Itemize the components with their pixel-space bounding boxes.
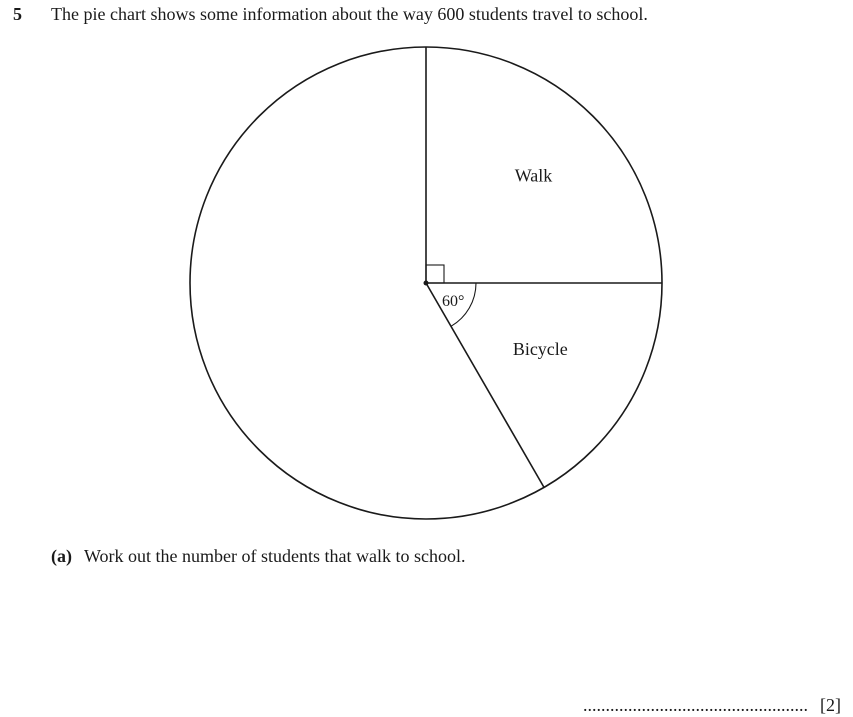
- marks-label: [2]: [820, 695, 841, 715]
- pie-center-dot: [424, 281, 429, 286]
- slice-label-walk: Walk: [514, 165, 553, 186]
- answer-dots[interactable]: ..................................................: [583, 695, 808, 715]
- slice-label-bicycle: Bicycle: [512, 339, 568, 359]
- part-a-label: (a): [51, 546, 72, 566]
- right-angle-marker: [426, 265, 444, 283]
- slice-boundary-line: [426, 283, 544, 487]
- part-a-text: Work out the number of students that walk to school.: [84, 546, 466, 566]
- question-text: The pie chart shows some information about the way 600 students travel to school.: [51, 4, 648, 24]
- part-a: [51, 546, 466, 567]
- question-number: 5: [13, 4, 22, 24]
- answer-line: [583, 695, 841, 716]
- angle-label: 60°: [442, 293, 465, 310]
